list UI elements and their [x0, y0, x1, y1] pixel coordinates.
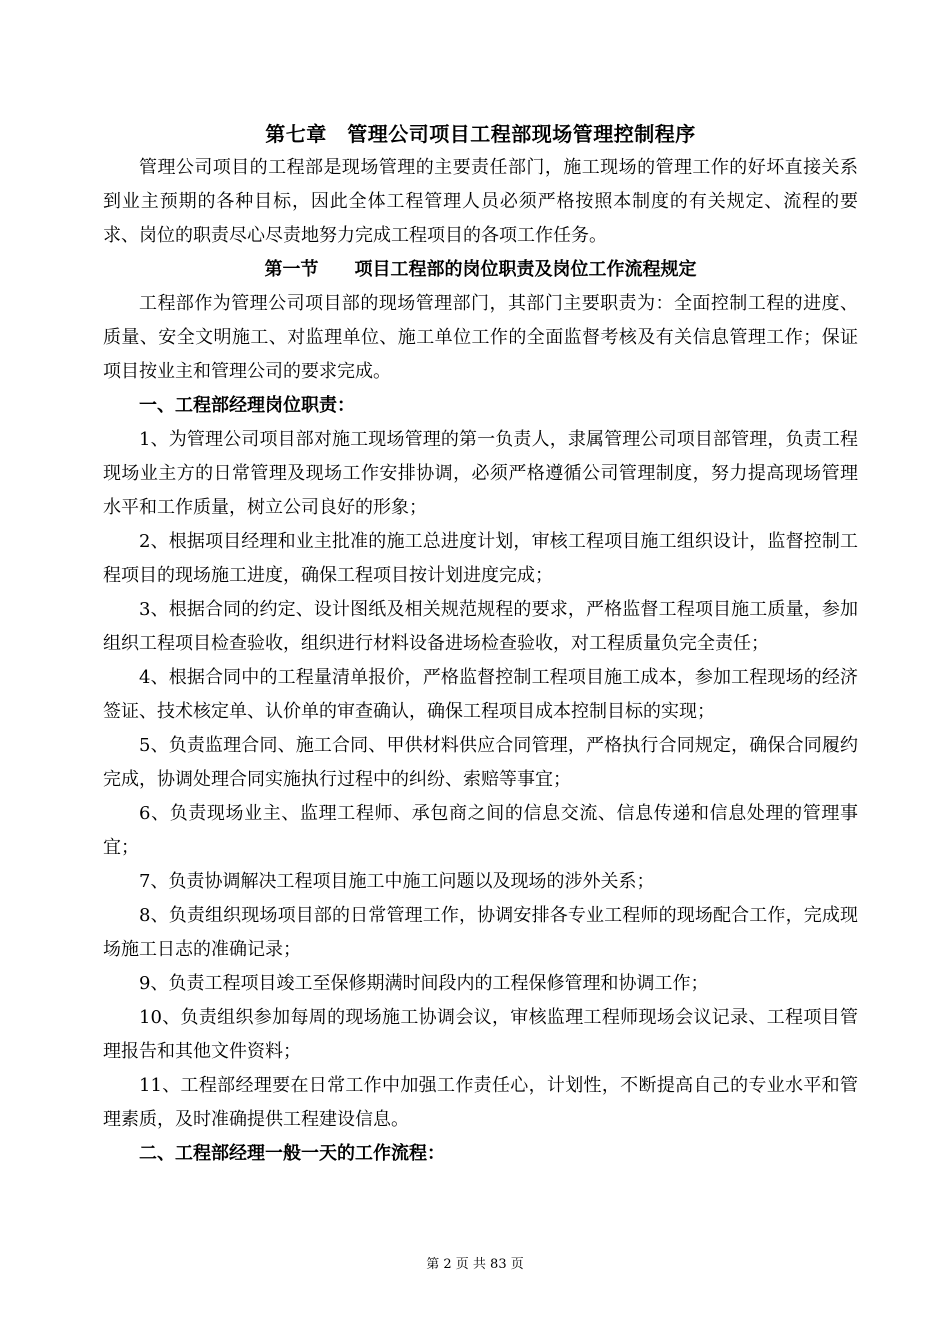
duties-list	[103, 423, 858, 1137]
list-item: 6、负责现场业主、监理工程师、承包商之间的信息交流、信息传递和信息处理的管理事宜；	[103, 803, 858, 858]
list-item: 11、工程部经理要在日常工作中加强工作责任心，计划性，不断提高自己的专业水平和管理素质，及时准确提供工程建设信息。	[103, 1075, 858, 1130]
list-item: 1、为管理公司项目部对施工现场管理的第一负责人，隶属管理公司项目部管理，负责工程现场业主方的日常管理及现场工作安排协调，必须严格遵循公司管理制度，努力提高现场管理水平和工作质量，树立公司良好的形象；	[103, 429, 858, 518]
list-item: 4、根据合同中的工程量清单报价，严格监督控制工程项目施工成本，参加工程现场的经济签证、技术核定单、认价单的审查确认，确保工程项目成本控制目标的实现；	[103, 667, 858, 722]
chapter-title: 第七章 管理公司项目工程部现场管理控制程序	[265, 122, 696, 146]
intro-paragraph: 管理公司项目的工程部是现场管理的主要责任部门，施工现场的管理工作的好坏直接关系到业主预期的各种目标，因此全体工程管理人员必须严格按照本制度的有关规定、流程的要求、岗位的职责尽心尽责地努力完成工程项目的各项工作任务。	[103, 157, 858, 246]
list-item: 10、负责组织参加每周的现场施工协调会议，审核监理工程师现场会议记录、工程项目管理报告和其他文件资料；	[103, 1007, 858, 1062]
page-content	[103, 117, 858, 1171]
section-intro-paragraph: 工程部作为管理公司项目部的现场管理部门，其部门主要职责为：全面控制工程的进度、质量、安全文明施工、对监理单位、施工单位工作的全面监督考核及有关信息管理工作；保证项目按业主和管理公司的要求完成。	[103, 293, 858, 382]
list-item: 3、根据合同的约定、设计图纸及相关规范规程的要求，严格监督工程项目施工质量，参加组织工程项目检查验收，组织进行材料设备进场检查验收，对工程质量负完全责任；	[103, 599, 858, 654]
section-title: 第一节 项目工程部的岗位职责及岗位工作流程规定	[264, 259, 697, 280]
heading-manager-duties: 一、工程部经理岗位职责：	[139, 395, 355, 416]
heading-daily-workflow: 二、工程部经理一般一天的工作流程：	[139, 1143, 445, 1164]
list-item: 7、负责协调解决工程项目施工中施工问题以及现场的涉外关系；	[139, 871, 655, 892]
list-item: 2、根据项目经理和业主批准的施工总进度计划，审核工程项目施工组织设计，监督控制工程项目的现场施工进度，确保工程项目按计划进度完成；	[103, 531, 858, 586]
list-item: 8、负责组织现场项目部的日常管理工作，协调安排各专业工程师的现场配合工作，完成现场施工日志的准确记录；	[103, 905, 858, 960]
page-footer: 第 2 页 共 83 页	[426, 1257, 524, 1272]
list-item: 5、负责监理合同、施工合同、甲供材料供应合同管理，严格执行合同规定，确保合同履约完成，协调处理合同实施执行过程中的纠纷、索赔等事宜；	[103, 735, 858, 790]
list-item: 9、负责工程项目竣工至保修期满时间段内的工程保修管理和协调工作；	[139, 973, 709, 994]
